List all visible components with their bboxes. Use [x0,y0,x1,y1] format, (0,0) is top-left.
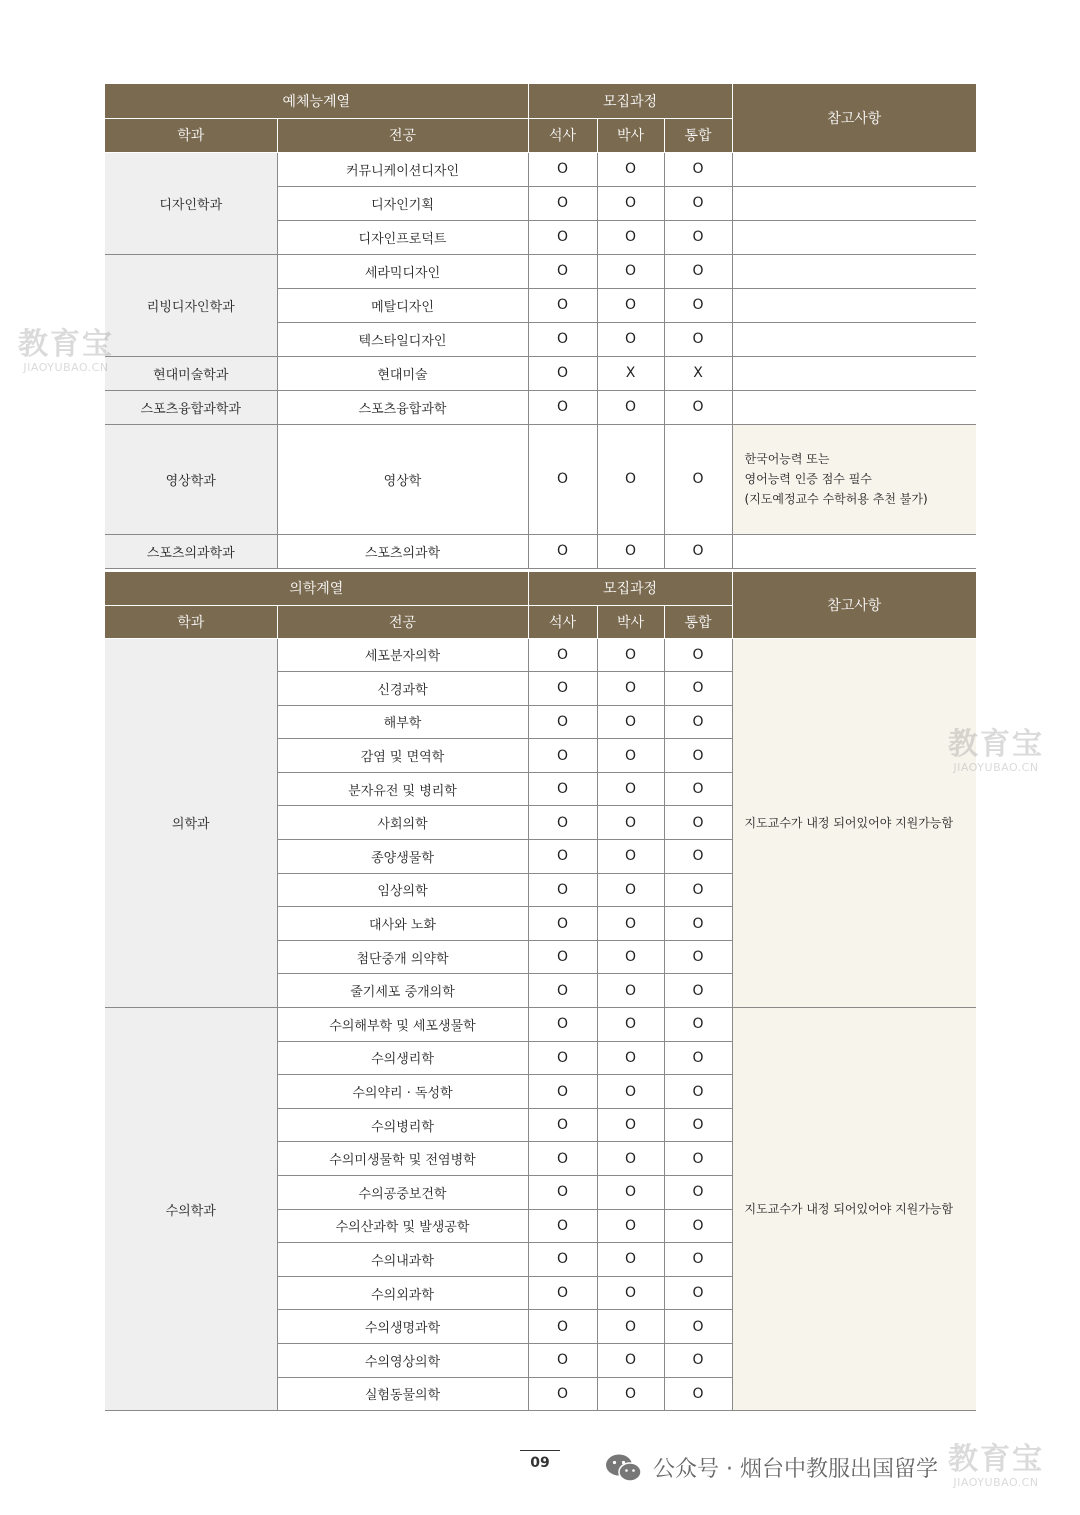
dept-cell: 스포츠의과학과 [105,534,277,568]
doctor-mark: O [597,288,664,322]
note-cell [732,152,976,186]
major-cell: 텍스타일디자인 [277,322,528,356]
combined-mark: O [664,390,732,424]
page-number: 09 [520,1450,560,1471]
master-mark: O [528,840,597,874]
master-mark: O [528,152,597,186]
major-cell: 대사와 노화 [277,907,528,941]
doctor-mark: O [597,390,664,424]
col-major-header: 전공 [277,605,528,638]
note-header: 참고사항 [732,572,976,638]
combined-mark: O [664,1209,732,1243]
major-cell: 사회의학 [277,806,528,840]
master-mark: O [528,288,597,322]
combined-mark: O [664,1108,732,1142]
combined-mark: O [664,1377,732,1411]
master-mark: O [528,873,597,907]
col-combined-header: 통합 [664,605,732,638]
master-mark: O [528,705,597,739]
combined-mark: O [664,638,732,672]
combined-mark: O [664,254,732,288]
category-title: 예체능계열 [105,84,528,118]
note-cell [732,322,976,356]
combined-mark: O [664,152,732,186]
wechat-icon [605,1453,643,1483]
table-row [105,1008,976,1042]
combined-mark: O [664,220,732,254]
master-mark: O [528,1041,597,1075]
doctor-mark: O [597,1377,664,1411]
major-cell: 디자인기획 [277,186,528,220]
table-row [105,534,976,568]
note-line: 영어능력 인증 점수 필수 [744,472,872,486]
major-cell: 수의약리 · 독성학 [277,1075,528,1109]
master-mark: O [528,356,597,390]
combined-mark: O [664,1008,732,1042]
doctor-mark: O [597,940,664,974]
master-mark: O [528,254,597,288]
major-cell: 수의해부학 및 세포생물학 [277,1008,528,1042]
dept-cell: 디자인학과 [105,152,277,254]
combined-mark: O [664,1276,732,1310]
doctor-mark: O [597,152,664,186]
combined-mark: O [664,840,732,874]
note-cell [732,186,976,220]
combined-mark: X [664,356,732,390]
master-mark: O [528,638,597,672]
watermark-bottom [948,1442,1044,1489]
doctor-mark: O [597,1041,664,1075]
master-mark: O [528,390,597,424]
major-cell: 수의산과학 및 발생공학 [277,1209,528,1243]
watermark-logo-text: 教育宝 [948,1442,1044,1477]
major-cell: 커뮤니케이션디자인 [277,152,528,186]
doctor-mark: O [597,424,664,534]
watermark-right [948,727,1044,774]
table-row [105,424,976,534]
arts-sports-table [105,84,976,569]
recruit-header: 모집과정 [528,572,732,605]
note-cell [732,254,976,288]
note-cell [732,356,976,390]
col-combined-header: 통합 [664,118,732,152]
master-mark: O [528,220,597,254]
major-cell: 임상의학 [277,873,528,907]
combined-mark: O [664,1142,732,1176]
major-cell: 종양생물학 [277,840,528,874]
master-mark: O [528,322,597,356]
master-mark: O [528,974,597,1008]
major-cell: 스포츠융합과학 [277,390,528,424]
combined-mark: O [664,1343,732,1377]
master-mark: O [528,1377,597,1411]
master-mark: O [528,1008,597,1042]
master-mark: O [528,940,597,974]
dept-cell: 영상학과 [105,424,277,534]
watermark-logo-text: 教育宝 [18,327,114,362]
master-mark: O [528,1243,597,1277]
doctor-mark: O [597,186,664,220]
table-row [105,152,976,186]
doctor-mark: O [597,254,664,288]
col-dept-header: 학과 [105,605,277,638]
doctor-mark: O [597,1243,664,1277]
combined-mark: O [664,1176,732,1210]
major-cell: 수의생리학 [277,1041,528,1075]
dept-cell: 스포츠융합과학과 [105,390,277,424]
doctor-mark: O [597,907,664,941]
doctor-mark: O [597,806,664,840]
master-mark: O [528,1276,597,1310]
doctor-mark: O [597,638,664,672]
combined-mark: O [664,974,732,1008]
doctor-mark: O [597,220,664,254]
doctor-mark: O [597,672,664,706]
doctor-mark: O [597,974,664,1008]
master-mark: O [528,1142,597,1176]
doctor-mark: O [597,1108,664,1142]
doctor-mark: O [597,1343,664,1377]
doctor-mark: O [597,1276,664,1310]
major-cell: 감염 및 면역학 [277,739,528,773]
combined-mark: O [664,186,732,220]
master-mark: O [528,772,597,806]
major-cell: 메탈디자인 [277,288,528,322]
dept-cell: 의학과 [105,638,277,1008]
major-cell: 세포분자의학 [277,638,528,672]
note-line: 한국어능력 또는 [744,452,830,466]
major-cell: 디자인프로덕트 [277,220,528,254]
wechat-account [605,1452,938,1483]
medical-table [105,572,976,1411]
dept-cell: 현대미술학과 [105,356,277,390]
note-header: 참고사항 [732,84,976,152]
note-cell: 지도교수가 내정 되어있어야 지원가능함 [732,638,976,1008]
note-cell [732,220,976,254]
doctor-mark: O [597,1075,664,1109]
note-cell: 지도교수가 내정 되어있어야 지원가능함 [732,1008,976,1411]
master-mark: O [528,1310,597,1344]
combined-mark: O [664,873,732,907]
combined-mark: O [664,806,732,840]
combined-mark: O [664,1243,732,1277]
dept-cell: 리빙디자인학과 [105,254,277,356]
master-mark: O [528,672,597,706]
col-doctor-header: 박사 [597,118,664,152]
table-row [105,390,976,424]
master-mark: O [528,806,597,840]
col-master-header: 석사 [528,605,597,638]
major-cell: 수의생명과학 [277,1310,528,1344]
combined-mark: O [664,424,732,534]
combined-mark: O [664,739,732,773]
account-text: 公众号 · 烟台中教服出国留学 [653,1457,938,1482]
major-cell: 첨단중개 의약학 [277,940,528,974]
combined-mark: O [664,907,732,941]
dept-cell: 수의학과 [105,1008,277,1411]
master-mark: O [528,186,597,220]
combined-mark: O [664,672,732,706]
doctor-mark: O [597,739,664,773]
category-title: 의학계열 [105,572,528,605]
recruit-header: 모집과정 [528,84,732,118]
watermark-domain: JIAOYUBAO.CN [953,1476,1039,1489]
major-cell: 스포츠의과학 [277,534,528,568]
note-cell [732,390,976,424]
note-cell [732,534,976,568]
major-cell: 수의영상의학 [277,1343,528,1377]
major-cell: 실험동물의학 [277,1377,528,1411]
note-line: (지도예정교수 수학허용 추천 불가) [744,492,928,506]
major-cell: 해부학 [277,705,528,739]
major-cell: 줄기세포 중개의학 [277,974,528,1008]
master-mark: O [528,534,597,568]
combined-mark: O [664,1310,732,1344]
doctor-mark: O [597,534,664,568]
master-mark: O [528,1343,597,1377]
master-mark: O [528,1176,597,1210]
master-mark: O [528,739,597,773]
col-major-header: 전공 [277,118,528,152]
doctor-mark: O [597,322,664,356]
combined-mark: O [664,1041,732,1075]
doctor-mark: O [597,705,664,739]
combined-mark: O [664,322,732,356]
note-cell [732,288,976,322]
doctor-mark: O [597,1142,664,1176]
major-cell: 신경과학 [277,672,528,706]
master-mark: O [528,1075,597,1109]
doctor-mark: O [597,840,664,874]
watermark-left [18,327,114,374]
table-row [105,254,976,288]
doctor-mark: X [597,356,664,390]
table-row [105,356,976,390]
watermark-domain: JIAOYUBAO.CN [23,361,109,374]
major-cell: 수의병리학 [277,1108,528,1142]
doctor-mark: O [597,1008,664,1042]
table-row [105,638,976,672]
major-cell: 분자유전 및 병리학 [277,772,528,806]
master-mark: O [528,907,597,941]
col-master-header: 석사 [528,118,597,152]
combined-mark: O [664,288,732,322]
col-doctor-header: 박사 [597,605,664,638]
doctor-mark: O [597,873,664,907]
doctor-mark: O [597,1209,664,1243]
col-dept-header: 학과 [105,118,277,152]
watermark-logo-text: 教育宝 [948,727,1044,762]
major-cell: 세라믹디자인 [277,254,528,288]
combined-mark: O [664,1075,732,1109]
major-cell: 영상학 [277,424,528,534]
doctor-mark: O [597,772,664,806]
major-cell: 수의외과학 [277,1276,528,1310]
master-mark: O [528,424,597,534]
doctor-mark: O [597,1176,664,1210]
master-mark: O [528,1209,597,1243]
note-cell [732,424,976,534]
combined-mark: O [664,705,732,739]
master-mark: O [528,1108,597,1142]
combined-mark: O [664,940,732,974]
major-cell: 수의미생물학 및 전염병학 [277,1142,528,1176]
major-cell: 수의공중보건학 [277,1176,528,1210]
major-cell: 현대미술 [277,356,528,390]
major-cell: 수의내과학 [277,1243,528,1277]
watermark-domain: JIAOYUBAO.CN [953,761,1039,774]
combined-mark: O [664,534,732,568]
combined-mark: O [664,772,732,806]
doctor-mark: O [597,1310,664,1344]
